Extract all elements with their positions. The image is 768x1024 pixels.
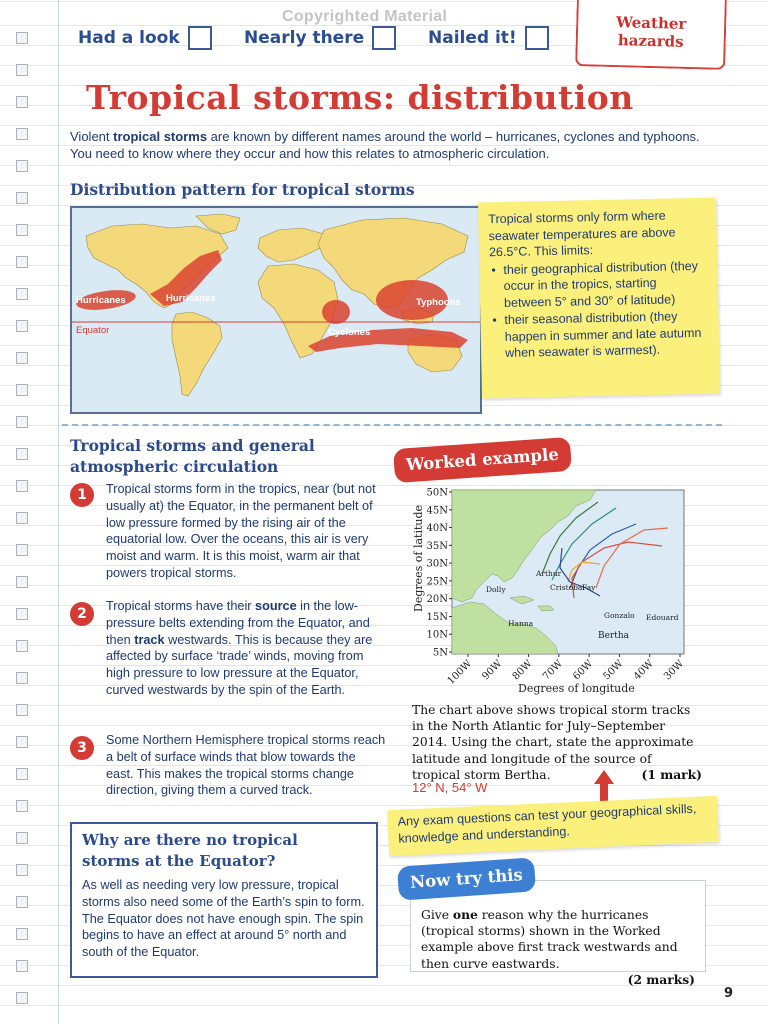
step-2-text: in the low-pressure belts extending from the Equator, and then xyxy=(106,599,370,647)
nailed-it-checkbox[interactable] xyxy=(525,26,549,50)
now-try-this-question xyxy=(421,907,695,972)
binder-hole xyxy=(16,832,28,844)
binder-hole xyxy=(16,448,28,460)
worked-example-answer: 12° N, 54° W xyxy=(412,780,488,795)
circulation-heading-line: Tropical storms and general xyxy=(70,436,315,455)
y-axis-ticks xyxy=(427,488,452,659)
topic-tab-line: hazards xyxy=(617,31,684,51)
note-bullet: • their geographical distribution (they occur in the tropics, starting between 5° and 30° of latitude) xyxy=(503,257,706,311)
binder-hole xyxy=(16,256,28,268)
binder-hole xyxy=(16,480,28,492)
why-box-text: As well as needing very low pressure, tropical storms also need some of the Earth’s spin to form. The Equator does not have enough spin. The spin begins to have an effect at around 5° north and south of the Equator. xyxy=(82,878,365,960)
x-tick-label: 40W xyxy=(631,658,656,683)
y-tick-label: 15N xyxy=(426,611,448,623)
intro-paragraph xyxy=(70,129,710,162)
y-tick-label: 5N xyxy=(432,647,448,659)
storm-label-bertha: Bertha xyxy=(598,631,630,641)
binder-hole xyxy=(16,896,28,908)
binder-hole xyxy=(16,640,28,652)
binder-holes xyxy=(0,0,40,1024)
copyright-watermark: Copyrighted Material xyxy=(282,8,448,25)
binder-hole xyxy=(16,960,28,972)
why-no-storms-box xyxy=(70,822,378,978)
page-number: 9 xyxy=(724,986,734,1001)
map-label-cyclones: Cyclones xyxy=(328,327,371,338)
section-divider xyxy=(62,424,722,426)
binder-hole xyxy=(16,64,28,76)
binder-hole xyxy=(16,32,28,44)
step-text-1: Tropical storms form in the tropics, near (but not usually at) the Equator, in the permanent belt of low pressure formed by the rising air of the equatorial low. Over the oceans, this air is very moist and warm. It is this moist, warm air that powers tropical storms. xyxy=(106,482,376,580)
progress-nailed-it xyxy=(428,22,549,54)
storm-label-hanna: Hanna xyxy=(508,619,534,628)
had-a-look-checkbox[interactable] xyxy=(188,26,212,50)
y-tick-label: 50N xyxy=(426,487,448,499)
now-try-text: reason why the hurricanes (tropical storms) shown in the Worked example above first track westwards and then curve eastwards. xyxy=(421,908,678,971)
binder-hole xyxy=(16,96,28,108)
binder-hole xyxy=(16,768,28,780)
binder-hole xyxy=(16,128,28,140)
binder-hole xyxy=(16,672,28,684)
progress-nearly-there xyxy=(244,22,396,54)
binder-hole xyxy=(16,384,28,396)
step-2-text: Tropical storms have their xyxy=(106,599,256,613)
binder-hole xyxy=(16,224,28,236)
exam-hint-note: Any exam questions can test your geographical skills, knowledge and understanding. xyxy=(387,796,719,856)
binder-hole xyxy=(16,192,28,204)
binder-hole xyxy=(16,992,28,1004)
step-text-2 xyxy=(106,598,386,699)
binder-hole xyxy=(16,544,28,556)
x-tick-label: 90W xyxy=(480,658,505,683)
y-tick-label: 35N xyxy=(426,540,448,552)
progress-label: Had a look xyxy=(78,28,180,48)
y-tick-label: 40N xyxy=(426,523,448,535)
step-number-2: 2 xyxy=(70,602,94,626)
now-try-this-badge: Now try this xyxy=(397,857,536,900)
why-box-title-line: Why are there no tropical xyxy=(82,831,298,849)
step-2-bold-source: source xyxy=(255,599,297,613)
x-tick-label: 100W xyxy=(445,658,475,687)
intro-text: are known by different names around the world – hurricanes, cyclones and typhoons. You need to know where they occur and how this relates to atmospheric circulation. xyxy=(70,129,700,161)
intro-bold-term: tropical storms xyxy=(113,129,208,144)
binder-hole xyxy=(16,800,28,812)
x-tick-label: 30W xyxy=(662,658,687,683)
worked-example-question xyxy=(412,702,702,783)
question-text: The chart above shows tropical storm tracks in the North Atlantic for July–September 2014. Using the chart, state the approximate latitude and longitude of the source of tropical storm Bertha. xyxy=(412,703,694,782)
binder-hole xyxy=(16,416,28,428)
y-tick-label: 45N xyxy=(426,505,448,517)
circulation-heading-line: atmospheric circulation xyxy=(70,457,279,476)
step-number-3: 3 xyxy=(70,736,94,760)
y-tick-label: 10N xyxy=(426,629,448,641)
world-map-svg xyxy=(72,208,480,412)
now-try-text: Give xyxy=(421,908,453,922)
storm-label-fay: Fay xyxy=(582,583,596,592)
x-axis-title: Degrees of longitude xyxy=(518,682,635,695)
binder-hole xyxy=(16,352,28,364)
storm-label-arthur: Arthur xyxy=(536,569,562,578)
intro-text: Violent xyxy=(70,129,114,144)
storm-label-dolly: Dolly xyxy=(486,585,506,594)
binder-hole xyxy=(16,704,28,716)
circulation-heading xyxy=(70,435,315,477)
binder-hole xyxy=(16,160,28,172)
x-tick-label: 60W xyxy=(571,658,596,683)
note-intro: Tropical storms only form where seawater temperatures are above 26.5°C. This limits: xyxy=(488,208,676,260)
binder-hole xyxy=(16,864,28,876)
storm-tracks-svg xyxy=(400,478,714,700)
binder-hole xyxy=(16,576,28,588)
topic-tab xyxy=(575,0,727,70)
step-number-1: 1 xyxy=(70,483,94,507)
storm-label-cristobal: Cristobal xyxy=(550,583,585,592)
world-storm-map xyxy=(70,206,482,414)
storm-label-gonzalo: Gonzalo xyxy=(604,611,635,620)
note-bullet-list xyxy=(503,257,707,361)
notebook-margin-line xyxy=(58,0,59,1024)
worked-example-badge: Worked example xyxy=(393,437,572,483)
map-label-equator: Equator xyxy=(76,325,110,336)
y-tick-label: 25N xyxy=(426,576,448,588)
progress-label: Nailed it! xyxy=(428,28,517,48)
map-label-typhoons: Typhoons xyxy=(416,297,461,308)
binder-hole xyxy=(16,288,28,300)
now-try-bold: one xyxy=(452,907,478,922)
binder-hole xyxy=(16,608,28,620)
page-title: Tropical storms: distribution xyxy=(86,78,634,117)
x-tick-label: 70W xyxy=(540,658,565,683)
distribution-heading: Distribution pattern for tropical storms xyxy=(70,180,415,199)
why-box-title xyxy=(82,830,366,872)
now-try-marks: (2 marks) xyxy=(627,971,695,987)
step-2-text: westwards. This is because they are affected by surface ‘trade’ winds, moving from high pressure to low pressure at the Equator, curved westwards by the spin of the Earth. xyxy=(106,632,373,697)
x-tick-label: 50W xyxy=(601,658,626,683)
marks-label: (1 mark) xyxy=(641,766,702,782)
binder-hole xyxy=(16,512,28,524)
why-box-title-line: storms at the Equator? xyxy=(82,852,276,870)
map-label-hurricanes-pacific: Hurricanes xyxy=(76,295,126,306)
note-bullet: • their seasonal distribution (they happen in summer and late autumn when seawater is warmest). xyxy=(504,308,707,362)
y-axis-title: Degrees of latitude xyxy=(412,504,425,612)
binder-hole xyxy=(16,320,28,332)
binder-hole xyxy=(16,928,28,940)
arabian-sea-zone xyxy=(322,300,350,324)
topic-tab-line: Weather xyxy=(615,13,687,33)
binder-hole xyxy=(16,736,28,748)
nearly-there-checkbox[interactable] xyxy=(372,26,396,50)
temperature-note xyxy=(478,198,720,399)
step-text-3: Some Northern Hemisphere tropical storms reach a belt of surface winds that blow towards the east. This makes the tropical storms change direction, giving them a curved track. xyxy=(106,733,386,798)
progress-label: Nearly there xyxy=(244,28,365,48)
y-tick-label: 30N xyxy=(426,558,448,570)
map-label-hurricanes-atlantic: Hurricanes xyxy=(166,293,216,304)
step-2-bold-track: track xyxy=(134,632,165,647)
progress-had-a-look xyxy=(78,22,212,54)
storm-tracks-chart xyxy=(400,478,714,700)
storm-label-edouard: Edouard xyxy=(646,613,679,622)
y-tick-label: 20N xyxy=(426,594,448,606)
x-tick-label: 80W xyxy=(510,658,535,683)
